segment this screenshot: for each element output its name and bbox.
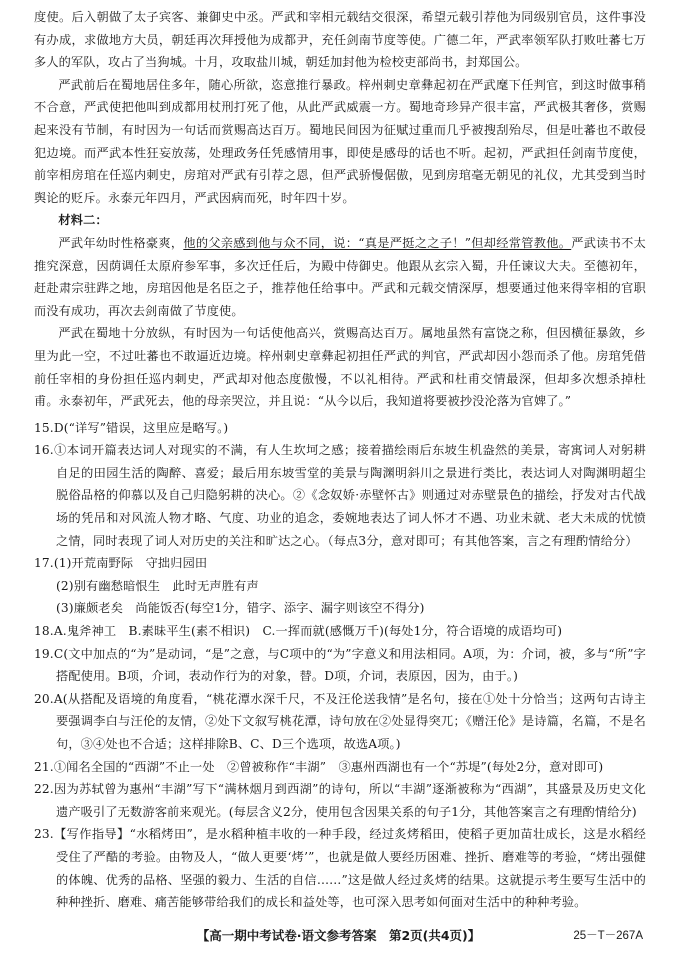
answer-17-line-3: (3)廉颇老矣 尚能饭否(每空1分，错字、添字、漏字则该空不得分): [56, 601, 425, 616]
material2-heading: 材料二：: [58, 213, 108, 228]
answer-23: [34, 823, 646, 913]
answer-17: [34, 552, 646, 575]
answer-text: ①闻名全国的“西湖”不止一处 ②曾被称作“丰湖” ③惠州西湖也有一个“苏堤”(每处2分，意对即可): [53, 759, 604, 774]
answer-15: [34, 417, 646, 440]
answer-text: D(“详写”错误，这里应是略写。): [53, 420, 229, 435]
page-content: [34, 6, 646, 914]
answer-text: ①本词开篇表达词人对现实的不满，有人生坎坷之感；接着描绘雨后东坡生机盎然的美景，寄寓词人对躬耕自足的田园生活的陶醉、喜爱；最后用东坡雪堂的美景与陶渊明斜川之景进行类比，表达词人对陶渊明超尘脱俗品格的仰慕以及自己归隐躬耕的决心。②《念奴娇·赤壁怀古》则通过对赤壁景色的描绘，抒发对古代战场的凭吊和对风流人物才略、气度、功业的追念，委婉地表达了词人怀才不遇、功业未就、老大未成的忧愤之情，同时表现了词人对历史的关注和旷达之心。（每点3分，意对即可；有其他答案，言之有理酌情给分）: [53, 443, 646, 548]
answer-number: 16.: [34, 443, 54, 458]
answer-text: C(文中加点的“为”是动词，“是”之意，与C项中的“为”字意义和用法相同。A项，为：介词，被，多与“所”字搭配使用。B项，介词，表动作行为的对象，替。D项，介词，表原因，因为，由于。): [53, 646, 646, 684]
material2-p1-rest: 严武读书不太推究深意，因荫调任太原府参军事，多次迁任后，为殿中侍御史。他跟从玄宗入蜀，升任谏议大夫。至德初年，赶赴肃宗驻跸之地，房琯因他是名臣之子，推荐他任给事中。严武和元载交情深厚，想要通过他来得宰相的官职而没有成功，再次去剑南做了节度使。: [34, 235, 647, 318]
paper-code: 25－T－267A: [573, 930, 643, 942]
material1-paragraph-2: 严武前后在蜀地居住多年，随心所欲，恣意推行暴政。梓州刺史章彝起初在严武麾下任判官，到这时做事稍不合意，严武使把他叫到成都用杖刑打死了他，从此严武威震一方。蜀地奇珍异产很丰富，严武极其奢侈，赏赐起来没有节制，有时因为一句话而赏赐高达百万。蜀地民间因为征赋过重而几乎被搜刮殆尽，但是吐蕃也不敢侵犯边境。而严武本性狂妄放荡，处理政务任凭感情用事，即使是感母的话也不听。起初，严武担任剑南节度使，前宰相房琯在任巡内刺史，房琯对严武有引荐之恩，但严武骄慢倨傲，见到房琯毫无朝见的礼仪，尤其受到当时舆论的贬斥。永泰元年四月，严武因病而死，时年四十岁。: [34, 77, 646, 205]
answer-17-line-2: (2)别有幽愁暗恨生 此时无声胜有声: [56, 578, 259, 593]
answer-number: 22.: [34, 782, 54, 797]
answer-16: [34, 439, 646, 552]
answer-22: [34, 778, 646, 823]
answer-text: 【写作指导】“水稻烤田”，是水稻种植丰收的一种手段，经过炙烤稻田，使稻子更加苗壮成长，这是水稻经受住了严酷的考验。由物及人，“做人更要‘烤’”，也就是做人要经历困难、挫折、磨难等的考验，“烤出强健的体魄、优秀的品格、坚强的毅力、生活的自信……”这是做人经过炙烤的结果。这就提示考生要写生活中的种种挫折、磨难、痛苦能够带给我们的成长和益处等，也可深入思考如何面对生活中的种种考验。: [53, 827, 646, 910]
answer-21: [34, 756, 646, 779]
answer-20: [34, 688, 646, 756]
footer-title: 【高一期中考试卷·语文参考答案 第2页(共4页)】: [196, 928, 481, 943]
material2-paragraph-1: [34, 232, 646, 322]
answer-text: (1)开荒南野际 守拙归园田: [53, 556, 208, 571]
answer-text: A(从搭配及语境的角度看，“桃花潭水深千尺，不及汪伦送我情”是名句，接在①处十分恰当；这两句古诗主要强调李白与汪伦的友情，②处下文叙写桃花潭，诗句放在②处显得突兀；《赠汪伦》是诗篇，名篇，不是名句，③④处也不合适；这样排除B、C、D三个选项，故选A项。): [53, 691, 646, 751]
answer-number: 20.: [34, 691, 54, 706]
answer-text: 因为苏轼曾为惠州“丰湖”写下“满林烟月到西湖”的诗句，所以“丰湖”逐渐被称为“西湖”，其盛景及历史文化遗产吸引了无数游客前来观光。(每层含义2分，使用包含因果关系的句子1分，其他答案言之有理酌情给分): [53, 782, 646, 819]
answer-19: [34, 643, 646, 688]
answer-number: 15.: [34, 420, 54, 435]
underlined-sentence: 他的父亲感到他与众不同，说：“真是严挺之之子！”但却经常管教他。: [183, 235, 572, 250]
answer-text: A.鬼斧神工 B.素昧平生(素不相识) C.一挥而就(感慨万千)(每处1分，符合语境的成语均可): [53, 624, 563, 639]
material2-paragraph-2: 严武在蜀地十分放纵，有时因为一句话使他高兴，赏赐高达百万。属地虽然有富饶之称，但因横征暴敛，乡里为此一空，不过吐蕃也不敢逼近边境。梓州刺史章彝起初担任严武的判官，严武却因小怨而杀了他。房琯凭借前任宰相的身份担任巡内刺史，严武却对他态度傲慢，不以礼相待。严武和杜甫交情最深，但却多次想杀掉杜甫。永泰初年，严武死去，他的母亲哭泣，并且说：“从今以后，我知道将要被抄没沦落为官婢了。”: [34, 326, 646, 409]
answer-18: [34, 620, 646, 643]
answer-number: 17.: [34, 556, 54, 571]
answer-number: 23.: [34, 827, 54, 842]
material2-p1-lead: 严武年幼时性格豪爽，: [58, 235, 184, 250]
answer-number: 21.: [34, 759, 54, 774]
answer-number: 18.: [34, 624, 54, 639]
answer-number: 19.: [34, 646, 54, 661]
material1-paragraph-continued: 度使。后入朝做了太子宾客、兼御史中丞。严武和宰相元载结交很深，希望元载引荐他为同级别官员，这件事没有办成，求做地方大员，朝廷再次拜授他为成都尹，充任剑南节度等使。广德二年，严武率领军队打败吐蕃七万多人的军队，攻占了当狗城。十月，攻取盐川城，朝廷加封他为检校吏部尚书，封郑国公。: [34, 10, 646, 70]
